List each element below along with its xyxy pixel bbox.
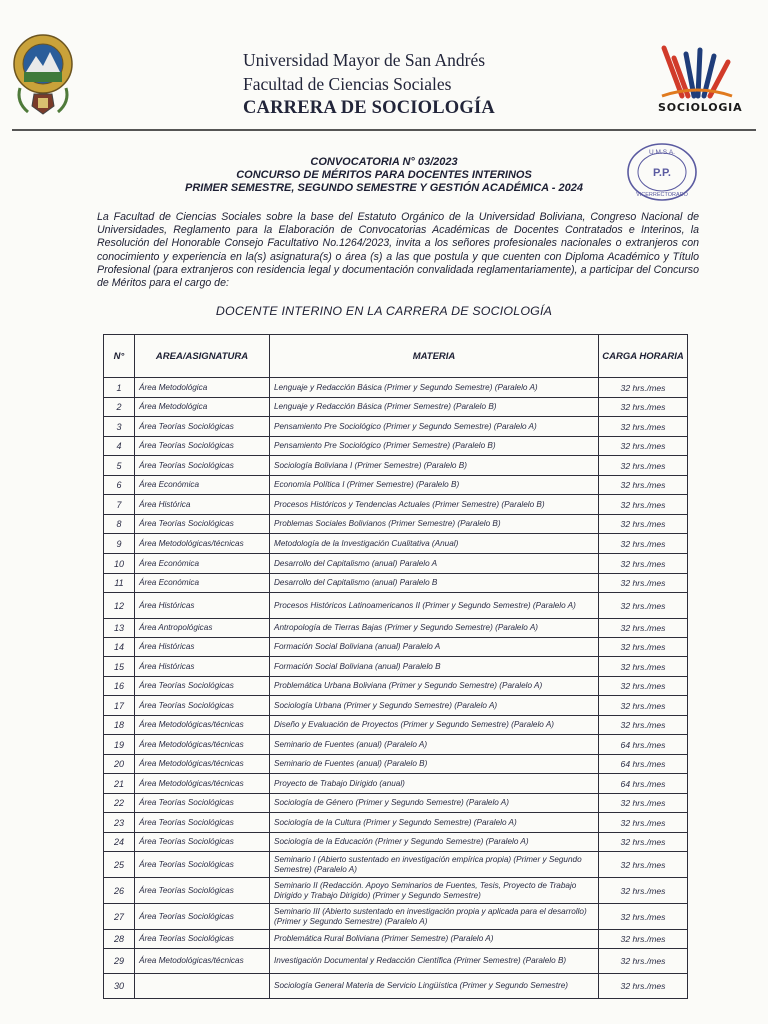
cell-area: Área Metodológicas/técnicas bbox=[135, 716, 270, 735]
cell-materia: Desarrollo del Capitalismo (anual) Paralelo B bbox=[270, 574, 599, 593]
cell-area: Área Teorías Sociológicas bbox=[135, 677, 270, 696]
cell-area: Área Teorías Sociológicas bbox=[135, 878, 270, 904]
cell-materia: Pensamiento Pre Sociológico (Primer Semestre) (Paralelo B) bbox=[270, 437, 599, 456]
cell-area: Área Metodológica bbox=[135, 378, 270, 398]
cell-carga: 32 hrs./mes bbox=[599, 878, 688, 904]
table-row bbox=[104, 495, 688, 515]
cell-number: 2 bbox=[104, 398, 135, 417]
svg-text:U.M.S.A.: U.M.S.A. bbox=[648, 149, 676, 156]
cell-area: Área Antropológicas bbox=[135, 619, 270, 638]
cell-area: Área Metodológica bbox=[135, 398, 270, 417]
cell-area: Área Histórica bbox=[135, 495, 270, 515]
cell-area: Área Metodológicas/técnicas bbox=[135, 949, 270, 974]
cell-number: 12 bbox=[104, 593, 135, 619]
cell-number: 17 bbox=[104, 696, 135, 716]
cell-materia: Economía Política I (Primer Semestre) (Paralelo B) bbox=[270, 476, 599, 495]
cell-materia: Formación Social Boliviana (anual) Paralelo B bbox=[270, 657, 599, 677]
table-row bbox=[104, 574, 688, 593]
cell-area: Área Metodológicas/técnicas bbox=[135, 755, 270, 774]
cell-area: Área Históricas bbox=[135, 638, 270, 657]
cell-materia: Seminario II (Redacción. Apoyo Seminarios de Fuentes, Tesis, Proyecto de Trabajo Dirigido y Trabajo Dirigido) (Primer y Segundo Semestre) bbox=[270, 878, 599, 904]
cell-area: Área Teorías Sociológicas bbox=[135, 904, 270, 930]
cell-carga: 32 hrs./mes bbox=[599, 456, 688, 476]
cell-area: Área Económica bbox=[135, 476, 270, 495]
cell-carga: 32 hrs./mes bbox=[599, 398, 688, 417]
intro-paragraph: La Facultad de Ciencias Sociales sobre la base del Estatuto Orgánico de la Universidad Boliviana, Congreso Nacional de Universidades, Reglamento para la Elaboración de Convocatorias Académicas de Docentes Contratados e Interinos, la Resolución del Honorable Consejo Facultativo No.1264/2023, invita a los señores profesionales nacionales o extranjeros con conocimiento y experiencia en la(s) asignatura(s) o área (s) a las que postula y que cuenten con Diploma Académico y Título Profesional (para extranjeros con residencia legal y documentación convalidada reglamentariamente), a participar del Concurso de Méritos para el cargo de: bbox=[97, 211, 699, 290]
vicerrectorado-stamp bbox=[626, 142, 698, 202]
university-seal bbox=[12, 22, 74, 122]
cell-area: Área Teorías Sociológicas bbox=[135, 794, 270, 813]
cell-number: 4 bbox=[104, 437, 135, 456]
cell-materia: Lenguaje y Redacción Básica (Primer Semestre) (Paralelo B) bbox=[270, 398, 599, 417]
cell-carga: 32 hrs./mes bbox=[599, 495, 688, 515]
cell-materia: Problemática Rural Boliviana (Primer Semestre) (Paralelo A) bbox=[270, 930, 599, 949]
cell-number: 11 bbox=[104, 574, 135, 593]
table-row bbox=[104, 476, 688, 495]
cell-area bbox=[135, 974, 270, 999]
cell-materia: Seminario de Fuentes (anual) (Paralelo B) bbox=[270, 755, 599, 774]
table-row bbox=[104, 398, 688, 417]
cell-carga: 32 hrs./mes bbox=[599, 677, 688, 696]
svg-text:VICERRECTORADO: VICERRECTORADO bbox=[636, 192, 688, 198]
cell-materia: Procesos Históricos y Tendencias Actuales (Primer Semestre) (Paralelo B) bbox=[270, 495, 599, 515]
cell-materia: Sociología de Género (Primer y Segundo Semestre) (Paralelo A) bbox=[270, 794, 599, 813]
header-divider bbox=[12, 129, 756, 131]
university-name: Universidad Mayor de San Andrés bbox=[243, 50, 486, 70]
cell-materia: Desarrollo del Capitalismo (anual) Paralelo A bbox=[270, 554, 599, 574]
table-row bbox=[104, 677, 688, 696]
table-row bbox=[104, 619, 688, 638]
cell-number: 26 bbox=[104, 878, 135, 904]
table-row bbox=[104, 930, 688, 949]
table-row bbox=[104, 794, 688, 813]
cell-materia: Investigación Documental y Redacción Científica (Primer Semestre) (Paralelo B) bbox=[270, 949, 599, 974]
cell-number: 8 bbox=[104, 515, 135, 534]
table-row bbox=[104, 813, 688, 833]
cell-materia: Diseño y Evaluación de Proyectos (Primer y Segundo Semestre) (Paralelo A) bbox=[270, 716, 599, 735]
cell-area: Área Teorías Sociológicas bbox=[135, 456, 270, 476]
cell-carga: 32 hrs./mes bbox=[599, 852, 688, 878]
table-row bbox=[104, 878, 688, 904]
table-header-row bbox=[104, 335, 688, 378]
cell-materia: Antropología de Tierras Bajas (Primer y Segundo Semestre) (Paralelo A) bbox=[270, 619, 599, 638]
section-title: DOCENTE INTERINO EN LA CARRERA DE SOCIOLOGÍA bbox=[215, 304, 553, 318]
cell-carga: 32 hrs./mes bbox=[599, 619, 688, 638]
cell-number: 14 bbox=[104, 638, 135, 657]
cell-carga: 64 hrs./mes bbox=[599, 735, 688, 755]
cell-area: Área Teorías Sociológicas bbox=[135, 417, 270, 437]
cell-carga: 32 hrs./mes bbox=[599, 949, 688, 974]
cell-area: Área Metodológicas/técnicas bbox=[135, 774, 270, 794]
cell-number: 9 bbox=[104, 534, 135, 554]
career-name: CARRERA DE SOCIOLOGÍA bbox=[243, 98, 495, 118]
cell-carga: 32 hrs./mes bbox=[599, 930, 688, 949]
cell-number: 15 bbox=[104, 657, 135, 677]
svg-text:P.P.: P.P. bbox=[653, 167, 671, 179]
table-row bbox=[104, 437, 688, 456]
cell-materia: Seminario I (Abierto sustentado en investigación empírica propia) (Primer y Segundo Semestre) (Paralelo A) bbox=[270, 852, 599, 878]
cell-area: Área Económica bbox=[135, 574, 270, 593]
cell-materia: Proyecto de Trabajo Dirigido (anual) bbox=[270, 774, 599, 794]
cell-number: 27 bbox=[104, 904, 135, 930]
cell-number: 6 bbox=[104, 476, 135, 495]
cell-area: Área Económica bbox=[135, 554, 270, 574]
cell-carga: 32 hrs./mes bbox=[599, 716, 688, 735]
convocatoria-number: CONVOCATORIA N° 03/2023 bbox=[310, 156, 458, 168]
table-row bbox=[104, 554, 688, 574]
period-title: PRIMER SEMESTRE, SEGUNDO SEMESTRE Y GESTIÓN ACADÉMICA - 2024 bbox=[185, 182, 583, 194]
cell-number: 20 bbox=[104, 755, 135, 774]
cell-materia: Sociología de la Cultura (Primer y Segundo Semestre) (Paralelo A) bbox=[270, 813, 599, 833]
table-row bbox=[104, 515, 688, 534]
cell-area: Área Teorías Sociológicas bbox=[135, 833, 270, 852]
cell-number: 13 bbox=[104, 619, 135, 638]
cell-materia: Lenguaje y Redacción Básica (Primer y Segundo Semestre) (Paralelo A) bbox=[270, 378, 599, 398]
table-row bbox=[104, 735, 688, 755]
table-row bbox=[104, 974, 688, 999]
table-row bbox=[104, 534, 688, 554]
cell-number: 5 bbox=[104, 456, 135, 476]
cell-materia: Problemas Sociales Bolivianos (Primer Semestre) (Paralelo B) bbox=[270, 515, 599, 534]
cell-area: Área Teorías Sociológicas bbox=[135, 437, 270, 456]
cell-materia: Seminario III (Abierto sustentado en investigación propia y aplicada para el desarrollo) (Primer y Segundo Semestre) (Paralelo A) bbox=[270, 904, 599, 930]
cell-materia: Sociología de la Educación (Primer y Segundo Semestre) (Paralelo A) bbox=[270, 833, 599, 852]
cell-area: Área Históricas bbox=[135, 657, 270, 677]
cell-number: 21 bbox=[104, 774, 135, 794]
cell-number: 1 bbox=[104, 378, 135, 398]
cell-carga: 32 hrs./mes bbox=[599, 515, 688, 534]
cell-materia: Pensamiento Pre Sociológico (Primer y Segundo Semestre) (Paralelo A) bbox=[270, 417, 599, 437]
cell-carga: 32 hrs./mes bbox=[599, 417, 688, 437]
table-row bbox=[104, 833, 688, 852]
concurso-title: CONCURSO DE MÉRITOS PARA DOCENTES INTERINOS bbox=[236, 169, 532, 181]
cell-number: 28 bbox=[104, 930, 135, 949]
cell-carga: 32 hrs./mes bbox=[599, 534, 688, 554]
table-row bbox=[104, 657, 688, 677]
table-row bbox=[104, 417, 688, 437]
cell-area: Área Teorías Sociológicas bbox=[135, 852, 270, 878]
cell-number: 25 bbox=[104, 852, 135, 878]
cell-area: Área Teorías Sociológicas bbox=[135, 696, 270, 716]
cell-materia: Procesos Históricos Latinoamericanos II (Primer y Segundo Semestre) (Paralelo A) bbox=[270, 593, 599, 619]
cell-carga: 32 hrs./mes bbox=[599, 974, 688, 999]
positions-table bbox=[103, 334, 688, 999]
table-row bbox=[104, 456, 688, 476]
cell-number: 10 bbox=[104, 554, 135, 574]
cell-carga: 32 hrs./mes bbox=[599, 593, 688, 619]
cell-materia: Seminario de Fuentes (anual) (Paralelo A) bbox=[270, 735, 599, 755]
cell-number: 29 bbox=[104, 949, 135, 974]
cell-area: Área Teorías Sociológicas bbox=[135, 813, 270, 833]
cell-materia: Problemática Urbana Boliviana (Primer y Segundo Semestre) (Paralelo A) bbox=[270, 677, 599, 696]
cell-carga: 32 hrs./mes bbox=[599, 657, 688, 677]
cell-materia: Sociología Urbana (Primer y Segundo Semestre) (Paralelo A) bbox=[270, 696, 599, 716]
cell-number: 16 bbox=[104, 677, 135, 696]
table-row bbox=[104, 755, 688, 774]
cell-materia: Sociología Boliviana I (Primer Semestre) (Paralelo B) bbox=[270, 456, 599, 476]
header-num: N° bbox=[104, 335, 135, 378]
cell-area: Área Metodológicas/técnicas bbox=[135, 534, 270, 554]
table-row bbox=[104, 638, 688, 657]
cell-materia: Sociología General Materia de Servicio Lingüística (Primer y Segundo Semestre) bbox=[270, 974, 599, 999]
cell-carga: 64 hrs./mes bbox=[599, 774, 688, 794]
header-carga: CARGA HORARIA bbox=[599, 335, 688, 378]
table-row bbox=[104, 949, 688, 974]
cell-carga: 32 hrs./mes bbox=[599, 904, 688, 930]
table-row bbox=[104, 904, 688, 930]
cell-number: 19 bbox=[104, 735, 135, 755]
cell-carga: 32 hrs./mes bbox=[599, 476, 688, 495]
cell-area: Área Teorías Sociológicas bbox=[135, 515, 270, 534]
cell-carga: 32 hrs./mes bbox=[599, 813, 688, 833]
cell-carga: 32 hrs./mes bbox=[599, 554, 688, 574]
header-materia: MATERIA bbox=[270, 335, 599, 378]
cell-carga: 32 hrs./mes bbox=[599, 696, 688, 716]
table-row bbox=[104, 852, 688, 878]
cell-number: 3 bbox=[104, 417, 135, 437]
table-row bbox=[104, 716, 688, 735]
cell-number: 30 bbox=[104, 974, 135, 999]
cell-area: Área Teorías Sociológicas bbox=[135, 930, 270, 949]
table-row bbox=[104, 593, 688, 619]
cell-carga: 32 hrs./mes bbox=[599, 574, 688, 593]
table-row bbox=[104, 696, 688, 716]
cell-carga: 32 hrs./mes bbox=[599, 638, 688, 657]
cell-number: 23 bbox=[104, 813, 135, 833]
faculty-name: Facultad de Ciencias Sociales bbox=[243, 74, 452, 94]
cell-carga: 32 hrs./mes bbox=[599, 833, 688, 852]
cell-number: 22 bbox=[104, 794, 135, 813]
cell-area: Área Metodológicas/técnicas bbox=[135, 735, 270, 755]
cell-number: 18 bbox=[104, 716, 135, 735]
cell-area: Área Históricas bbox=[135, 593, 270, 619]
cell-number: 24 bbox=[104, 833, 135, 852]
cell-materia: Metodología de la Investigación Cualitativa (Anual) bbox=[270, 534, 599, 554]
table-row bbox=[104, 774, 688, 794]
header-area: AREA/ASIGNATURA bbox=[135, 335, 270, 378]
cell-materia: Formación Social Boliviana (anual) Paralelo A bbox=[270, 638, 599, 657]
cell-number: 7 bbox=[104, 495, 135, 515]
cell-carga: 32 hrs./mes bbox=[599, 437, 688, 456]
cell-carga: 32 hrs./mes bbox=[599, 794, 688, 813]
cell-carga: 64 hrs./mes bbox=[599, 755, 688, 774]
table-row bbox=[104, 378, 688, 398]
cell-carga: 32 hrs./mes bbox=[599, 378, 688, 398]
sociologia-logo-text: SOCIOLOGIA bbox=[658, 101, 743, 114]
